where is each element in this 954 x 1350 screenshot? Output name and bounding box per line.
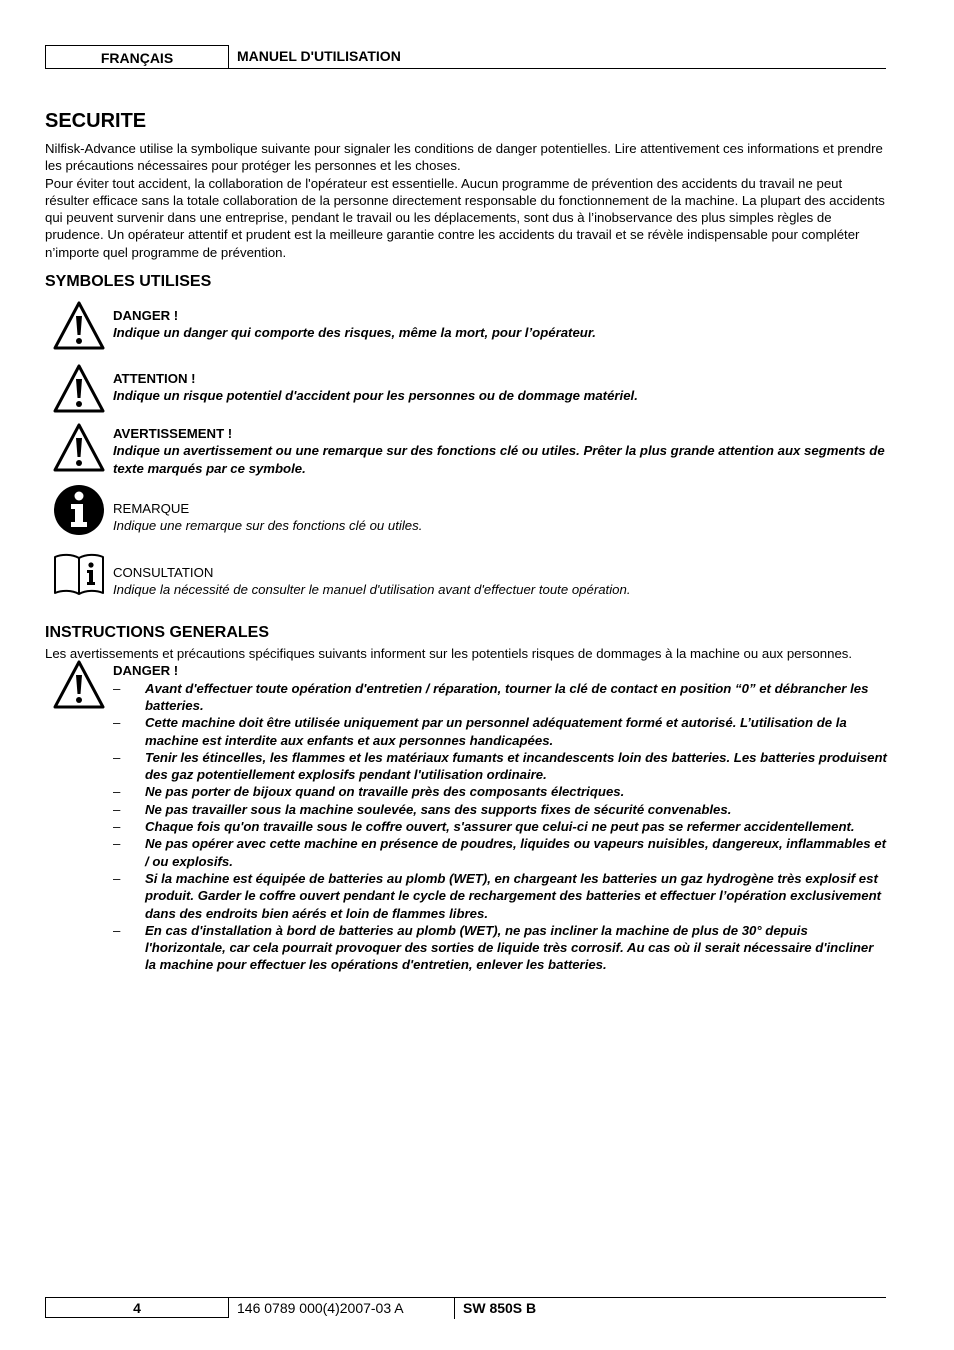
warning-triangle-icon <box>52 421 106 475</box>
danger-block <box>45 662 887 973</box>
page-number: 4 <box>45 1297 229 1318</box>
list-item: – Ne pas opérer avec cette machine en présence de poudres, liquides ou vapeurs nuisibles, dangereux, inflammables et / ou explosifs. <box>113 835 887 870</box>
page-header <box>45 45 886 69</box>
manual-title: MANUEL D'UTILISATION <box>237 48 401 64</box>
symbol-label: CONSULTATION <box>113 565 214 581</box>
symbol-description: Indique un risque potentiel d'accident pour les personnes ou de dommage matériel. <box>113 388 638 404</box>
warning-triangle-icon <box>52 362 106 416</box>
general-intro: Les avertissements et précautions spécifiques suivants informent sur les potentiels risques de dommages à la machine ou aux personnes. <box>45 646 853 662</box>
list-item: – Chaque fois qu'on travaille sous le coffre ouvert, s'assurer que celui-ci ne peut pas se refermer accidentellement. <box>113 818 887 835</box>
document-code: 146 0789 000(4)2007-03 A <box>237 1300 404 1316</box>
symbol-description: Indique une remarque sur des fonctions clé ou utiles. <box>113 518 423 534</box>
footer-separator <box>454 1297 455 1319</box>
page-content <box>45 108 887 974</box>
header-rule <box>229 68 886 69</box>
list-item: – Ne pas travailler sous la machine soulevée, sans des supports fixes de sécurité convenables. <box>113 801 887 818</box>
section-title: SECURITE <box>45 110 147 132</box>
list-item: – En cas d'installation à bord de batteries au plomb (WET), ne pas incliner la machine de plus de 30° depuis l'horizontale, car cela pourrait provoquer des sorties de liquide très corrosif. Au cas où il serait nécessaire d'incliner la machine pour effectuer les opérations d'entretien, enlever les batteries. <box>113 922 887 974</box>
page-footer <box>45 1297 886 1321</box>
list-item: – Cette machine doit être utilisée uniquement par un personnel adéquatement formé et autorisé. L’utilisation de la machine est interdite aux enfants et aux personnes handicapées. <box>113 714 887 749</box>
manual-book-icon <box>52 550 106 598</box>
info-circle-icon <box>52 483 106 537</box>
warning-triangle-icon <box>52 299 106 353</box>
symbol-label: REMARQUE <box>113 501 190 517</box>
symbol-description: Indique un danger qui comporte des risques, même la mort, pour l’opérateur. <box>113 325 596 341</box>
general-instructions-title: INSTRUCTIONS GENERALES <box>45 624 270 642</box>
symbol-label: AVERTISSEMENT ! <box>113 426 233 442</box>
warning-triangle-icon <box>52 658 106 712</box>
model-name: SW 850S B <box>463 1300 537 1316</box>
intro-paragraph-2: Pour éviter tout accident, la collaboration de l'opérateur est essentielle. Aucun programme de prévention des accidents du travail ne peut résulter efficace sans la totale collaboration de la personne directement responsable du fonctionnement de la machine. La plupart des accidents qui peuvent survenir dans une entreprise, pendant le travail ou les déplacements, sont dus à l’inobservance des plus simples règles de prudence. Un opérateur attentif et prudent est la meilleure garantie contre les accidents du travail et se révèle indispensable pour compléter n’importe quel programme de prévention. <box>45 175 885 260</box>
symbol-label: ATTENTION ! <box>113 371 196 387</box>
symbols-title: SYMBOLES UTILISES <box>45 273 212 291</box>
intro-paragraph-1: Nilfisk-Advance utilise la symbolique suivante pour signaler les conditions de danger potentielles. Lire attentivement ces informations et prendre les précautions nécessaires pour protéger les personnes et les choses. <box>45 141 883 174</box>
danger-label: DANGER ! <box>113 663 179 679</box>
list-item: – Avant d'effectuer toute opération d'entretien / réparation, tourner la clé de contact en position “0” et débrancher les batteries. <box>113 680 887 715</box>
danger-list <box>113 680 887 974</box>
symbols-list <box>45 292 887 622</box>
symbol-description: Indique un avertissement ou une remarque sur des fonctions clé ou utiles. Prêter la plus grande attention aux segments de texte marqués par ce symbole. <box>113 443 885 476</box>
symbol-description: Indique la nécessité de consulter le manuel d'utilisation avant d'effectuer toute opération. <box>113 582 631 598</box>
list-item: – Si la machine est équipée de batteries au plomb (WET), en chargeant les batteries un gaz hydrogène très explosif est produit. Garder le coffre ouvert pendant le cycle de rechargement des batteries et effectuer l’opération exclusivement dans des endroits bien aérés et loin de flammes libres. <box>113 870 887 922</box>
language-label: FRANÇAIS <box>45 45 229 69</box>
list-item: – Tenir les étincelles, les flammes et les matériaux fumants et incandescents loin des batteries. Les batteries produisent des gaz potentiellement explosifs pendant l'utilisation ordinaire. <box>113 749 887 784</box>
symbol-label: DANGER ! <box>113 308 179 324</box>
list-item: – Ne pas porter de bijoux quand on travaille près des composants électriques. <box>113 783 887 800</box>
